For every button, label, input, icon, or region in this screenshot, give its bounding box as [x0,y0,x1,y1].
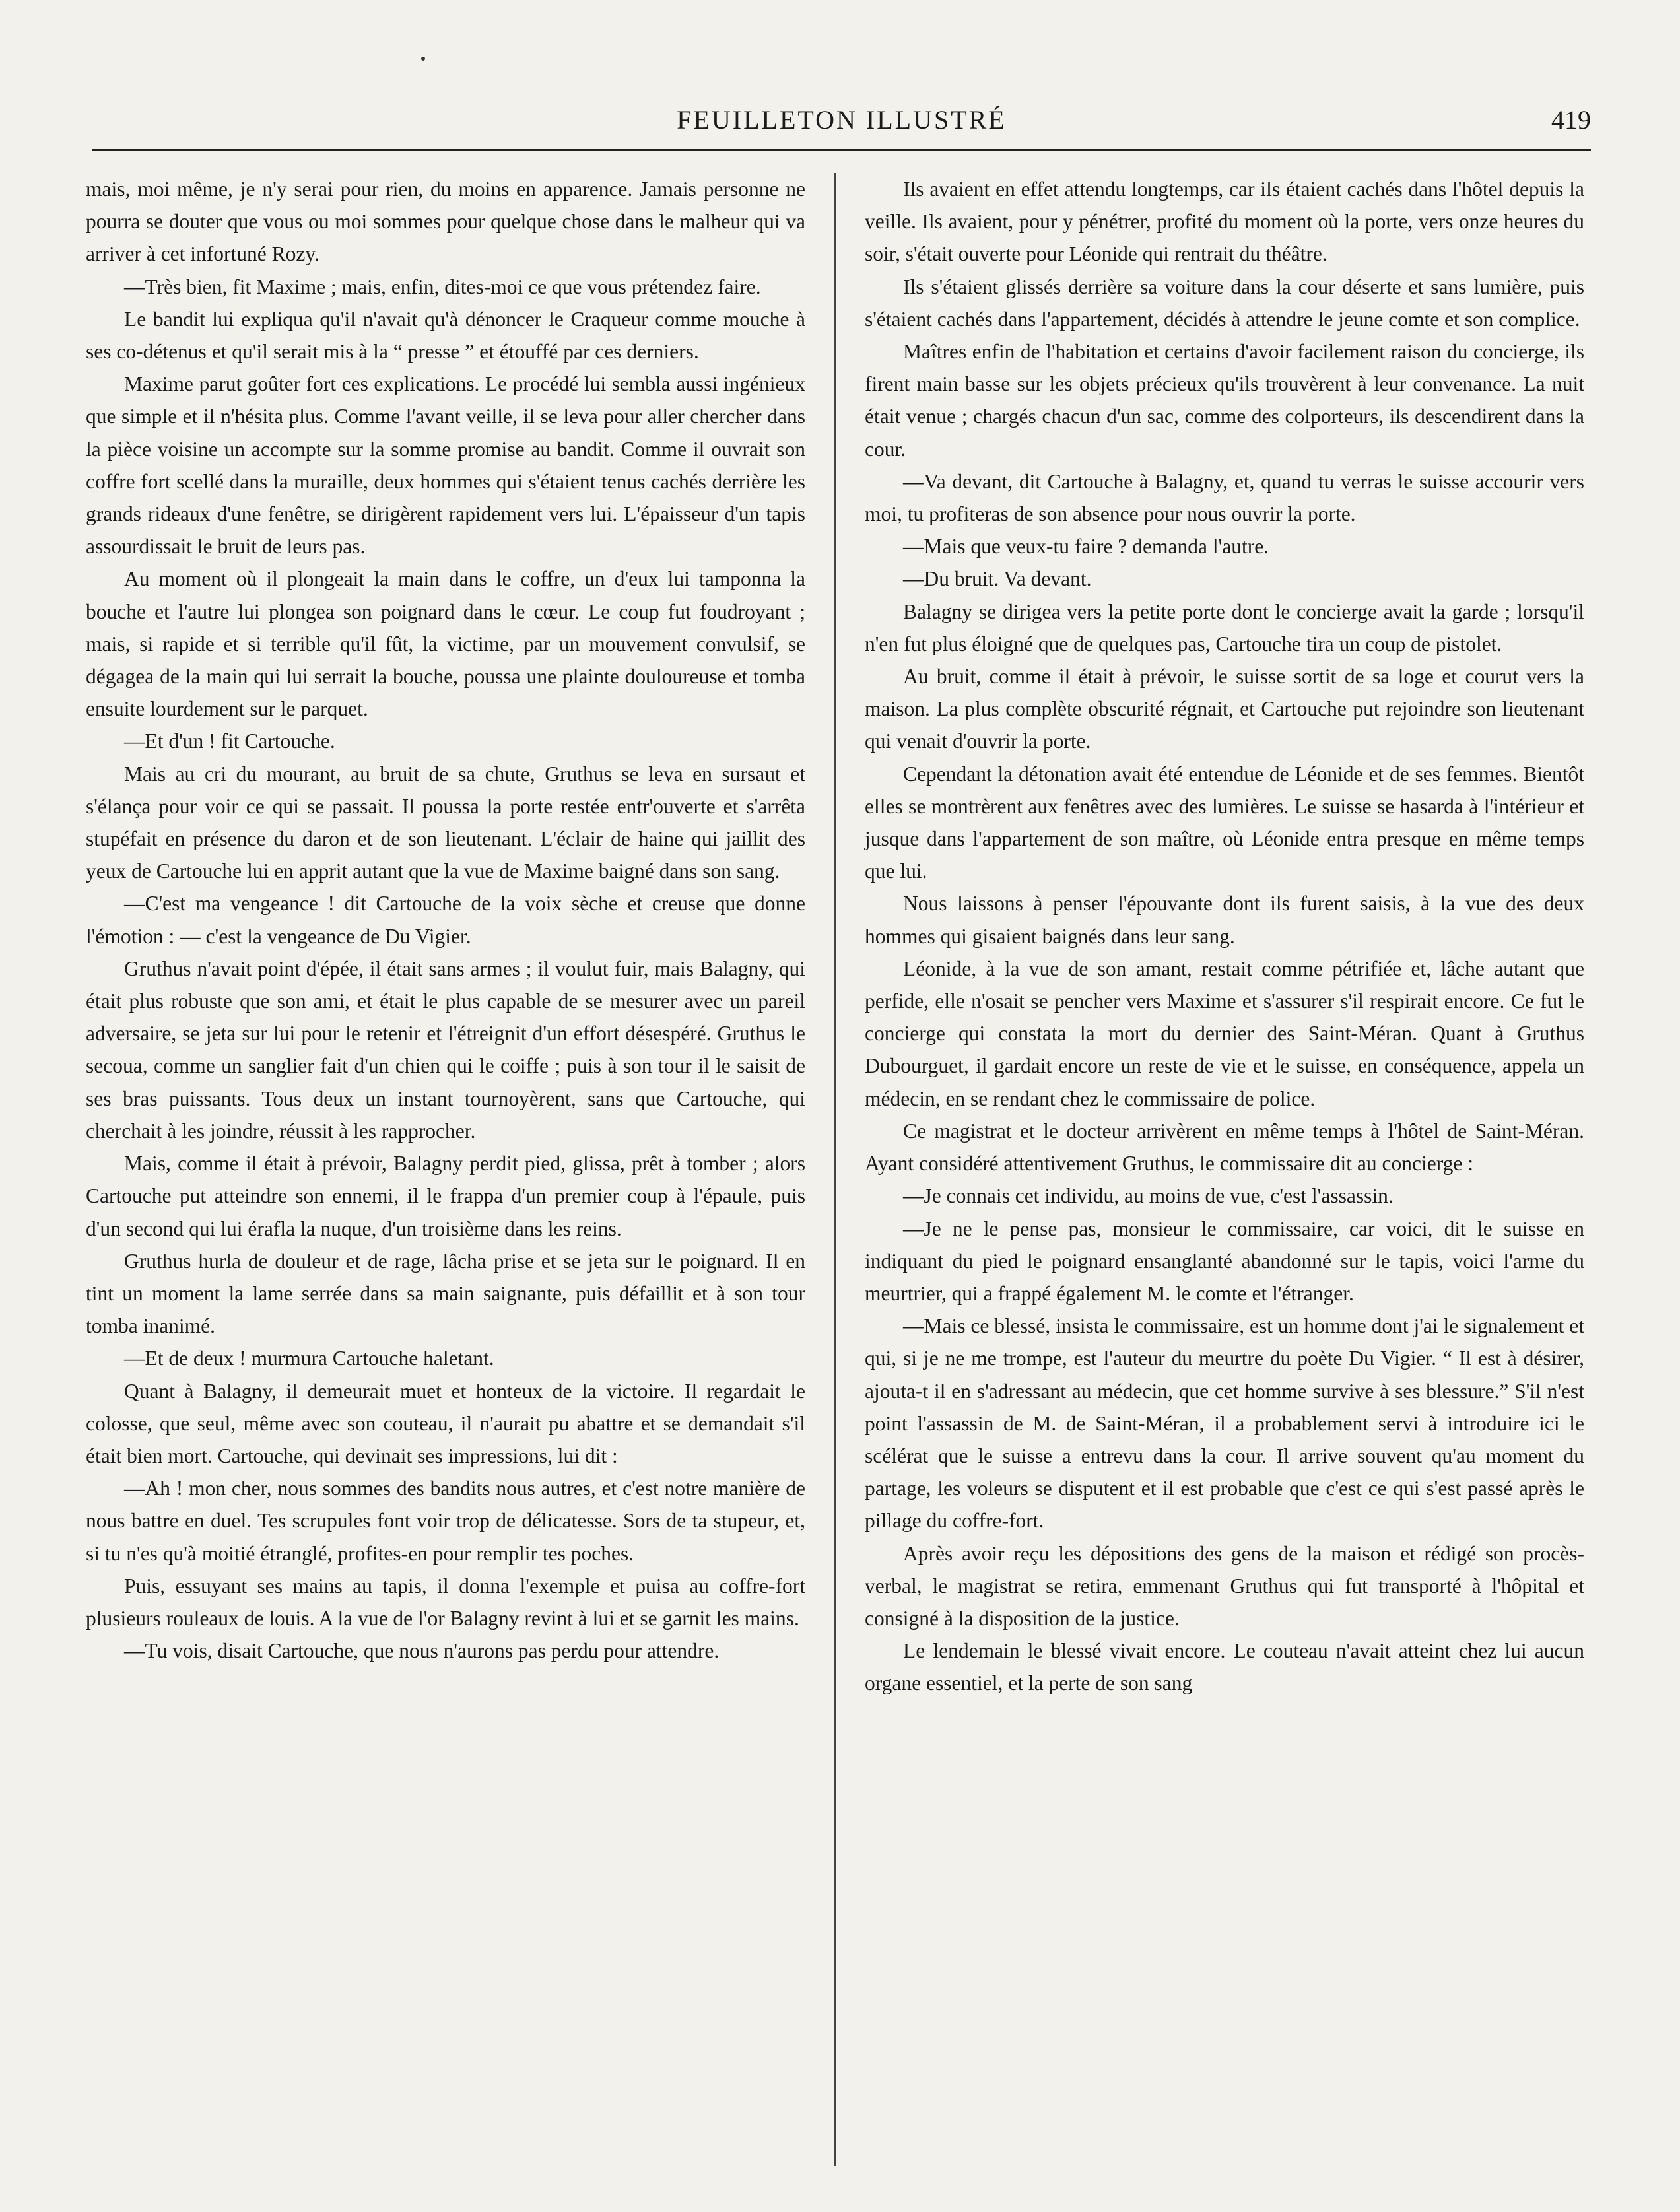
paragraph: Ils avaient en effet attendu longtemps, car ils étaient cachés dans l'hôtel depuis la veille. Ils avaient, pour y pénétrer, profité du moment où la porte, vers onze heures du soir, s'était ouverte pour Léonide qui rentrait du théâtre. [865,178,1584,266]
right-column [865,173,1584,1700]
paragraph: —Ah ! mon cher, nous sommes des bandits nous autres, et c'est notre manière de nous battre en duel. Tes scrupules font voir trop de délicatesse. Sors de ta stupeur, et, si tu n'es qu'à moitié étranglé, profites-en pour remplir tes poches. [86,1477,805,1565]
paragraph: —Tu vois, disait Cartouche, que nous n'aurons pas perdu pour attendre. [124,1639,720,1663]
paragraph: Mais, comme il était à prévoir, Balagny perdit pied, glissa, prêt à tomber ; alors Cartouche put atteindre son ennemi, il le frappa d'un premier coup à l'épaule, puis d'un second qui lui érafla la nuque, d'un troisième dans les reins. [86,1152,805,1240]
paragraph: —Et de deux ! murmura Cartouche haletant. [124,1347,494,1370]
paragraph: Au moment où il plongeait la main dans le coffre, un d'eux lui tamponna la bouche et l'autre lui plongea son poignard dans le cœur. Le coup fut foudroyant ; mais, si rapide et si terrible qu'il fût, la victime, par un mouvement convulsif, se dégagea de la main qui lui serrait la bouche, poussa une plainte douloureuse et tomba ensuite lourdement sur le parquet. [86,567,805,721]
paragraph: —Mais ce blessé, insista le commissaire, est un homme dont j'ai le signalement et qui, si je ne me trompe, est l'auteur du meurtre du poète Du Vigier. “ Il est à désirer, ajouta-t il en s'adressant au médecin, que cet homme survive à ses blessure.” S'il n'est point l'assassin de M. de Saint-Méran, il a probablement servi à introduire ici le scélérat que le suisse a entrevu dans la cour. Il arrive souvent qu'au moment du partage, les voleurs se disputent et il est probable que c'est ce qui s'est passé après le pillage du coffre-fort. [865,1314,1584,1533]
header-rule [92,149,1591,151]
paragraph: Le bandit lui expliqua qu'il n'avait qu'à dénoncer le Craqueur comme mouche à ses co-détenus et qu'il serait mis à la “ presse ” et étouffé par ces derniers. [86,307,805,364]
paragraph: Ce magistrat et le docteur arrivèrent en même temps à l'hôtel de Saint-Méran. Ayant considéré attentivement Gruthus, le commissaire dit au concierge : [865,1119,1584,1176]
paragraph: Ils s'étaient glissés derrière sa voiture dans la cour déserte et sans lumière, puis s'étaient cachés dans l'appartement, décidés à attendre le jeune comte et son complice. [865,275,1584,331]
paragraph: —Je connais cet individu, au moins de vue, c'est l'assassin. [903,1184,1394,1208]
paragraph: Maîtres enfin de l'habitation et certains d'avoir facilement raison du concierge, ils firent main basse sur les objets précieux qu'ils trouvèrent à leur convenance. La nuit était venue ; chargés chacun d'un sac, comme des colporteurs, ils descendirent dans la cour. [865,340,1584,461]
page-number: 419 [1551,105,1591,135]
paragraph: —Je ne le pense pas, monsieur le commissaire, car voici, dit le suisse en indiquant du pied le poignard ensanglanté abandonné sur le tapis, voici l'arme du meurtrier, qui a frappé également M. le comte et l'étranger. [865,1217,1584,1305]
paragraph: Mais au cri du mourant, au bruit de sa chute, Gruthus se leva en sursaut et s'élança pour voir ce qui se passait. Il poussa la porte restée entr'ouverte et s'arrêta stupéfait en présence du daron et de son lieutenant. L'éclair de haine qui jaillit des yeux de Cartouche lui en apprit autant que la vue de Maxime baigné dans son sang. [86,762,805,883]
column-divider [834,173,836,2166]
paragraph: Léonide, à la vue de son amant, restait comme pétrifiée et, lâche autant que perfide, elle n'osait se pencher vers Maxime et s'assurer s'il respirait encore. Ce fut le concierge qui constata la mort du dernier des Saint-Méran. Quant à Gruthus Dubourguet, il gardait encore un reste de vie et le suisse, en conséquence, appela un médecin, en se rendant chez le commissaire de police. [865,956,1584,1110]
paragraph: Cependant la détonation avait été entendue de Léonide et de ses femmes. Bientôt elles se montrèrent aux fenêtres avec des lumières. Le suisse se hasarda à l'intérieur et jusque dans l'appartement de son maître, où Léonide entra presque en même temps que lui. [865,762,1584,883]
paragraph: Nous laissons à penser l'épouvante dont ils furent saisis, à la vue des deux hommes qui gisaient baignés dans leur sang. [865,892,1584,948]
paragraph: Puis, essuyant ses mains au tapis, il donna l'exemple et puisa au coffre-fort plusieurs rouleaux de louis. A la vue de l'or Balagny revint à lui et se garnit les mains. [86,1574,805,1630]
left-column [86,173,805,1667]
paragraph: mais, moi même, je n'y serai pour rien, du moins en apparence. Jamais personne ne pourra se douter que vous ou moi sommes pour quelque chose dans le malheur qui va arriver à cet infortuné Rozy. [86,178,805,266]
paragraph: Après avoir reçu les dépositions des gens de la maison et rédigé son procès-verbal, le magistrat se retira, emmenant Gruthus qui fut transporté à l'hôpital et consigné à la disposition de la justice. [865,1541,1584,1630]
running-title: FEUILLETON ILLUSTRÉ [677,105,1007,135]
paragraph: —Du bruit. Va devant. [903,567,1092,591]
paragraph: Gruthus n'avait point d'épée, il était sans armes ; il voulut fuir, mais Balagny, qui était plus robuste que son ami, et était le plus capable de se mesurer avec un pareil adversaire, se jeta sur lui pour le retenir et l'étreignit d'un effort désespéré. Gruthus le secoua, comme un sanglier fait d'un chien qui le coiffe ; puis à son tour il le saisit de ses bras puissants. Tous deux un instant tournoyèrent, sans que Cartouche, qui cherchait à les joindre, réussit à les rapprocher. [86,956,805,1143]
paragraph: —Mais que veux-tu faire ? demanda l'autre. [903,535,1269,558]
paragraph: —Et d'un ! fit Cartouche. [124,729,335,753]
paragraph: Le lendemain le blessé vivait encore. Le couteau n'avait atteint chez lui aucun organe essentiel, et la perte de son sang [865,1639,1584,1695]
paragraph: —C'est ma vengeance ! dit Cartouche de la voix sèche et creuse que donne l'émotion : — c'est la vengeance de Du Vigier. [86,892,805,948]
print-speck [421,57,425,61]
paragraph: Balagny se dirigea vers la petite porte dont le concierge avait la garde ; lorsqu'il n'en fut plus éloigné que de quelques pas, Cartouche tira un coup de pistolet. [865,599,1584,655]
paragraph: —Va devant, dit Cartouche à Balagny, et, quand tu verras le suisse accourir vers moi, tu profiteras de son absence pour nous ouvrir la porte. [865,469,1584,526]
paragraph: Au bruit, comme il était à prévoir, le suisse sortit de sa loge et courut vers la maison. La plus complète obscurité régnait, et Cartouche put rejoindre son lieutenant qui venait d'ouvrir la porte. [865,665,1584,753]
paragraph: Gruthus hurla de douleur et de rage, lâcha prise et se jeta sur le poignard. Il en tint un moment la lame serrée dans sa main saignante, puis défaillit et à son tour tomba inanimé. [86,1249,805,1338]
page-header [92,99,1591,145]
paragraph: Quant à Balagny, il demeurait muet et honteux de la victoire. Il regardait le colosse, que seul, même avec son couteau, il n'aurait pu abattre et se demandait s'il était bien mort. Cartouche, qui devinait ses impressions, lui dit : [86,1379,805,1467]
paragraph: Maxime parut goûter fort ces explications. Le procédé lui sembla aussi ingénieux que simple et il n'hésita plus. Comme l'avant veille, il se leva pour aller chercher dans la pièce voisine un accompte sur la somme promise au bandit. Comme il ouvrait son coffre fort scellé dans la muraille, deux hommes qui s'étaient tenus cachés derrière les grands rideaux d'une fenêtre, se dirigèrent rapidement vers lui. L'épaisseur d'un tapis assourdissait le bruit de leurs pas. [86,372,805,558]
paragraph: —Très bien, fit Maxime ; mais, enfin, dites-moi ce que vous prétendez faire. [124,275,761,298]
